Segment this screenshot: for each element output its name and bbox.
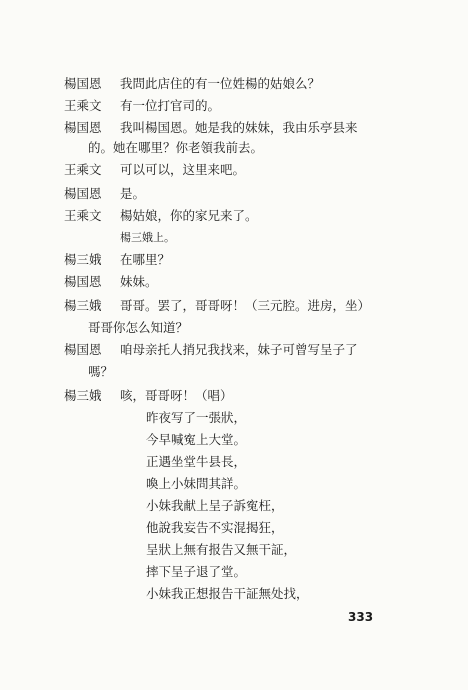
speaker-label: 王乘文 bbox=[64, 98, 102, 113]
dialogue-text: 可以可以，这里来吧。 bbox=[120, 162, 246, 177]
page-number: 333 bbox=[348, 610, 374, 624]
speaker-label: 楊国恩 bbox=[64, 120, 102, 135]
verse-text: 小妹我正想报告干証無处找， bbox=[146, 586, 309, 601]
speaker-label: 楊三娥 bbox=[64, 298, 102, 313]
verse-text: 他說我妄告不实混揭狂， bbox=[146, 520, 284, 535]
verse-text: 小妹我献上呈子訴寃枉， bbox=[146, 498, 284, 513]
dialogue-text: 在哪里？ bbox=[120, 252, 171, 267]
speaker-label: 王乘文 bbox=[64, 162, 102, 177]
verse-text: 呈狀上無有报告又無干証， bbox=[146, 542, 297, 557]
dialogue-text: 有一位打官司的。 bbox=[120, 98, 221, 113]
speaker-label: 楊国恩 bbox=[64, 274, 102, 289]
speaker-label: 楊国恩 bbox=[64, 76, 102, 91]
stage-direction-text: 楊三娥上。 bbox=[120, 231, 175, 244]
dialogue-text: 我叫楊国恩。她是我的妹妹，我由乐亭县来 bbox=[120, 120, 358, 135]
dialogue-text: 咳，哥哥呀！（唱） bbox=[120, 388, 233, 403]
dialogue-text: 我問此店住的有一位姓楊的姑娘么？ bbox=[120, 76, 321, 91]
dialogue-text: 的。她在哪里？你老領我前去。 bbox=[88, 140, 264, 155]
speaker-label: 楊国恩 bbox=[64, 186, 102, 201]
speaker-label: 楊三娥 bbox=[64, 388, 102, 403]
dialogue-text: 嗎？ bbox=[88, 364, 114, 379]
verse-text: 喚上小妹問其詳。 bbox=[146, 476, 247, 491]
dialogue-text: 哥哥你怎么知道？ bbox=[88, 320, 189, 335]
verse-text: 正遇坐堂牛县長， bbox=[146, 454, 247, 469]
dialogue-text: 妹妹。 bbox=[120, 274, 158, 289]
speaker-label: 楊国恩 bbox=[64, 342, 102, 357]
dialogue-text: 咱母亲托人捎兄我找来，妹子可曾写呈子了 bbox=[120, 342, 358, 357]
speaker-label: 王乘文 bbox=[64, 208, 102, 223]
verse-text: 摔下呈子退了堂。 bbox=[146, 564, 247, 579]
dialogue-text: 哥哥。罢了，哥哥呀！（三元腔。进房，坐） bbox=[120, 298, 371, 313]
verse-text: 今早喊寃上大堂。 bbox=[146, 432, 247, 447]
verse-text: 昨夜写了一張狀， bbox=[146, 410, 247, 425]
speaker-label: 楊三娥 bbox=[64, 252, 102, 267]
dialogue-text: 是。 bbox=[120, 186, 146, 201]
dialogue-text: 楊姑娘，你的家兄来了。 bbox=[120, 208, 258, 223]
